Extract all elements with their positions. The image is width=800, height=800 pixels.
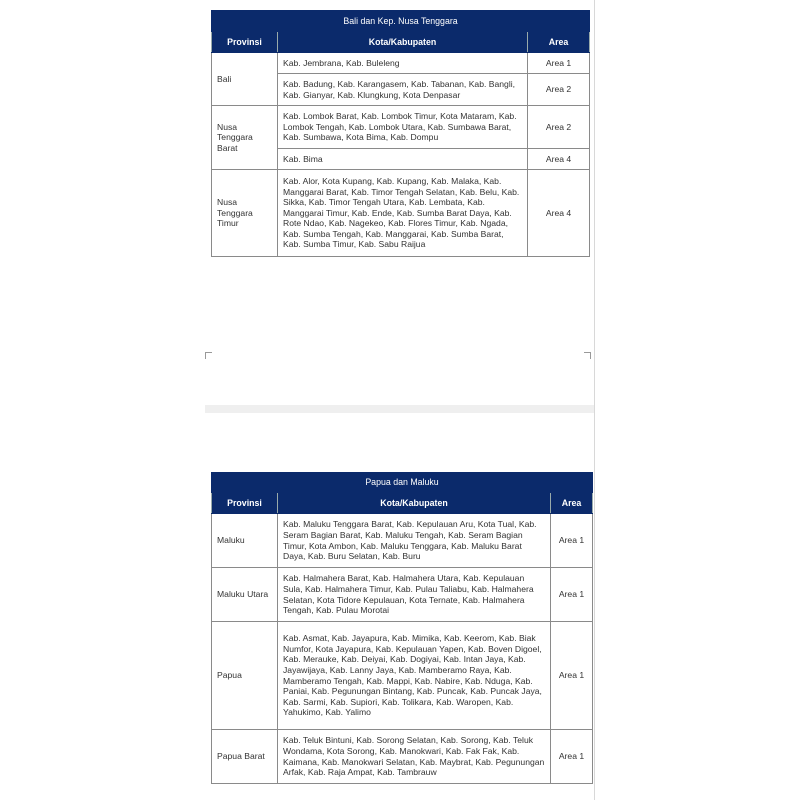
kota-cell: Kab. Teluk Bintuni, Kab. Sorong Selatan, Kab. Sorong, Kab. Teluk Wondama, Kota Sorong, Kab. Manokwari, Kab. Fak Fak, Kab. Kaimana, Kab. Manokwari Selatan, Kab. Maybrat, Kab. Pegunungan Arfak, Kab. Raja Ampat, Kab. Tambrauw (278, 730, 551, 784)
area-cell: Area 2 (528, 74, 590, 106)
provinsi-cell: Nusa Tenggara Timur (212, 170, 278, 257)
header-area: Area (551, 493, 593, 514)
kota-cell: Kab. Lombok Barat, Kab. Lombok Timur, Kota Mataram, Kab. Lombok Tengah, Kab. Lombok Utara, Kab. Sumbawa Barat, Kab. Sumbawa, Kota Bima, Kab. Dompu (278, 106, 528, 149)
table-row (212, 53, 590, 74)
kota-cell: Kab. Asmat, Kab. Jayapura, Kab. Mimika, Kab. Keerom, Kab. Biak Numfor, Kota Jayapura, Kab. Kepulauan Yapen, Kab. Boven Digoel, Kab. Merauke, Kab. Deiyai, Kab. Dogiyai, Kab. Intan Jaya, Kab. Jayawijaya, Kab. Lanny Jaya, Kab. Mamberamo Raya, Kab. Mamberamo Tengah, Kab. Mappi, Kab. Nabire, Kab. Nduga, Kab. Paniai, Kab. Pegunungan Bintang, Kab. Puncak, Kab. Puncak Jaya, Kab. Sarmi, Kab. Supiori, Kab. Tolikara, Kab. Waropen, Kab. Yahukimo, Kab. Yalimo (278, 622, 551, 730)
provinsi-cell: Maluku (212, 514, 278, 568)
margin-corner-mark (584, 352, 591, 359)
area-cell: Area 4 (528, 149, 590, 170)
provinsi-cell: Papua Barat (212, 730, 278, 784)
kota-cell: Kab. Bima (278, 149, 528, 170)
margin-corner-mark (205, 352, 212, 359)
page-edge (594, 0, 595, 800)
header-area: Area (528, 32, 590, 53)
table-row (212, 622, 593, 730)
provinsi-cell: Nusa Tenggara Barat (212, 106, 278, 170)
table-row (212, 730, 593, 784)
kota-cell: Kab. Badung, Kab. Karangasem, Kab. Tabanan, Kab. Bangli, Kab. Gianyar, Kab. Klungkung, Kota Denpasar (278, 74, 528, 106)
area-cell: Area 1 (551, 568, 593, 622)
kota-cell: Kab. Halmahera Barat, Kab. Halmahera Utara, Kab. Kepulauan Sula, Kab. Halmahera Timur, Kab. Pulau Taliabu, Kab. Halmahera Selatan, Kota Tidore Kepulauan, Kota Ternate, Kab. Halmahera Tengah, Kab. Pulau Morotai (278, 568, 551, 622)
papua-maluku-table (211, 472, 593, 784)
kota-cell: Kab. Jembrana, Kab. Buleleng (278, 53, 528, 74)
table-row (212, 514, 593, 568)
page-break (205, 405, 594, 413)
kota-cell: Kab. Alor, Kota Kupang, Kab. Kupang, Kab. Malaka, Kab. Manggarai Barat, Kab. Timor Tengah Selatan, Kab. Belu, Kab. Sikka, Kab. Timor Tengah Utara, Kab. Lembata, Kab. Manggarai Timur, Kab. Ende, Kab. Sumba Barat Daya, Kab. Rote Ndao, Kab. Nagekeo, Kab. Flores Timur, Kab. Ngada, Kab. Sumba Tengah, Kab. Manggarai, Kab. Sumba Barat, Kab. Sumba Timur, Kab. Sabu Raijua (278, 170, 528, 257)
header-kota: Kota/Kabupaten (278, 32, 528, 53)
provinsi-cell: Maluku Utara (212, 568, 278, 622)
provinsi-cell: Papua (212, 622, 278, 730)
kota-cell: Kab. Maluku Tenggara Barat, Kab. Kepulauan Aru, Kota Tual, Kab. Seram Bagian Barat, Kab. Maluku Tengah, Kab. Seram Bagian Timur, Kota Ambon, Kab. Maluku Tenggara, Kab. Maluku Barat Daya, Kab. Buru Selatan, Kab. Buru (278, 514, 551, 568)
table-title: Bali dan Kep. Nusa Tenggara (212, 11, 590, 32)
provinsi-cell: Bali (212, 53, 278, 106)
area-cell: Area 2 (528, 106, 590, 149)
table-title: Papua dan Maluku (212, 473, 593, 493)
area-cell: Area 1 (551, 514, 593, 568)
area-cell: Area 4 (528, 170, 590, 257)
header-provinsi: Provinsi (212, 493, 278, 514)
table-row (212, 568, 593, 622)
header-provinsi: Provinsi (212, 32, 278, 53)
bali-nusa-tenggara-table (211, 10, 590, 257)
table-row (212, 170, 590, 257)
area-cell: Area 1 (551, 730, 593, 784)
area-cell: Area 1 (528, 53, 590, 74)
area-cell: Area 1 (551, 622, 593, 730)
table-row (212, 106, 590, 149)
header-kota: Kota/Kabupaten (278, 493, 551, 514)
